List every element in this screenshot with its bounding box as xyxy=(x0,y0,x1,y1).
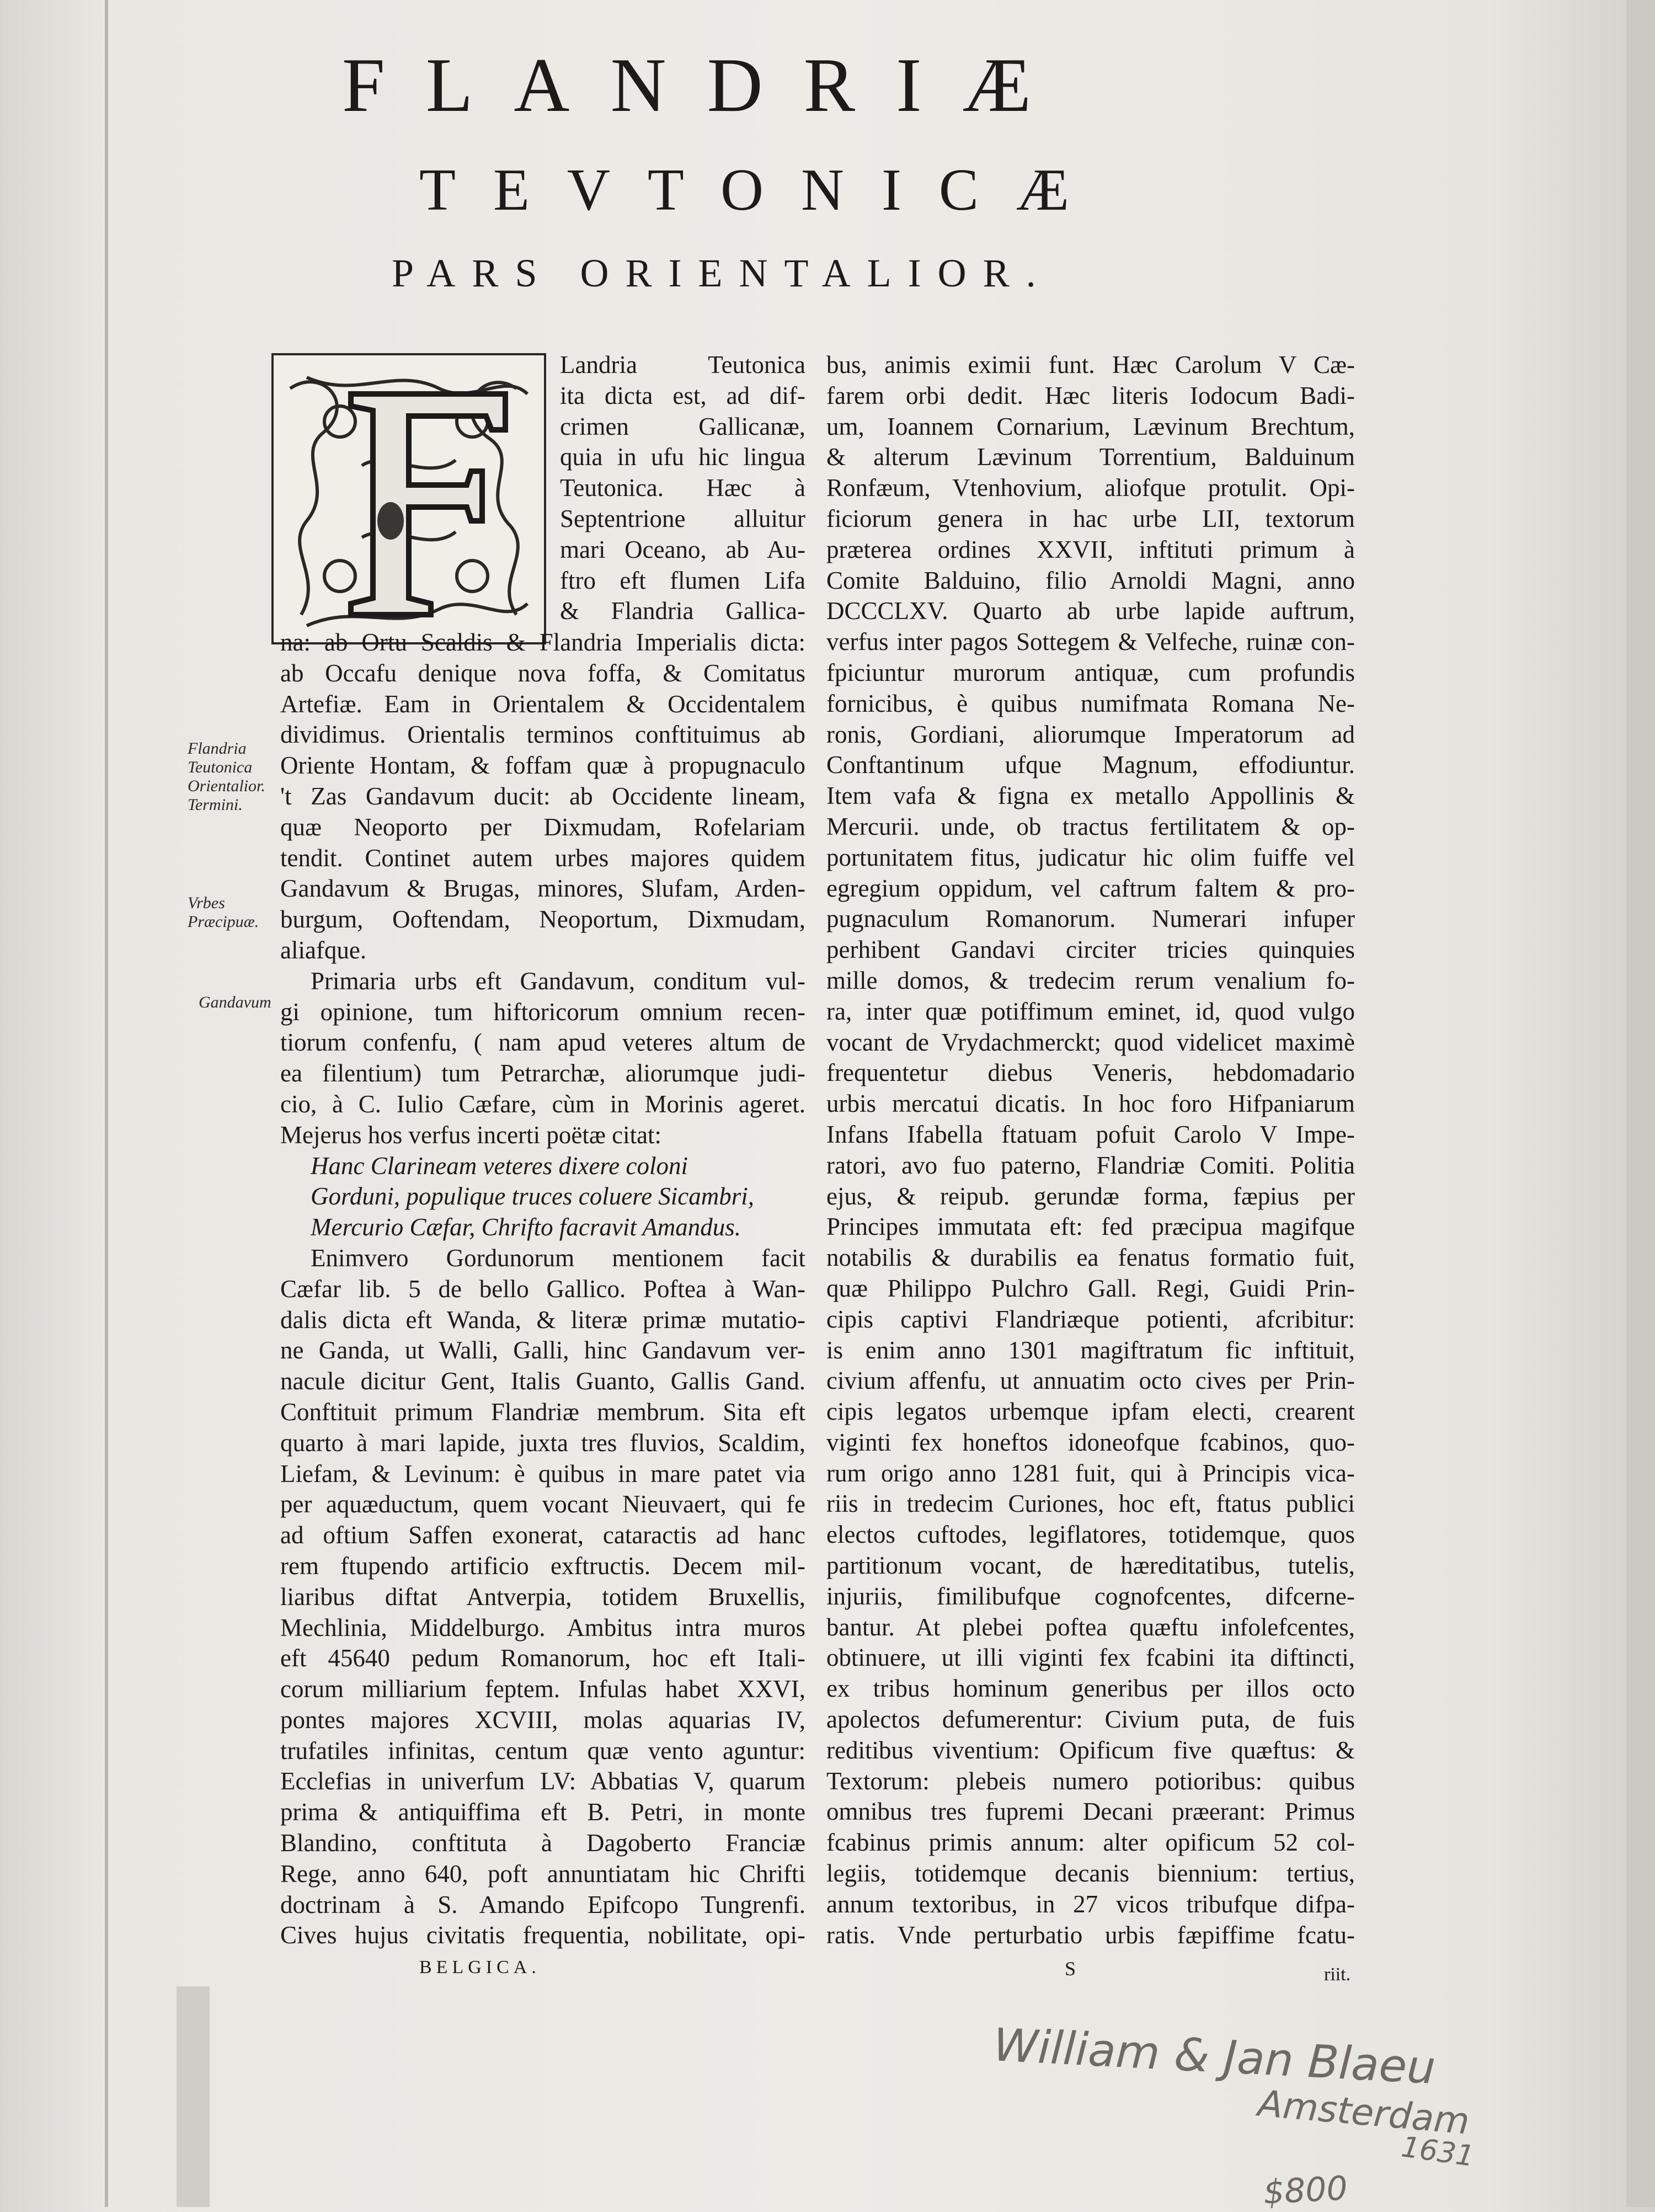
decorated-initial-f xyxy=(271,353,546,644)
text-line: bus, animis eximii funt. Hæc Carolum V Cæ- xyxy=(826,351,1355,379)
text-line: rem ftupendo artificio exftructis. Decem mil- xyxy=(280,1552,805,1580)
text-line: ne Ganda, ut Walli, Galli, hinc Gandavum ver- xyxy=(280,1336,805,1364)
margin-note-gandavum: Gandavum xyxy=(199,993,271,1011)
text-column-left-bottom xyxy=(280,627,805,1951)
text-line: ratori, avo fuo paterno, Flandriæ Comiti. Politia xyxy=(826,1151,1355,1179)
text-line: trufatiles infinitas, centum quæ vento aguntur: xyxy=(280,1736,805,1765)
text-line: prima & antiquiffima eft B. Petri, in monte xyxy=(280,1798,805,1826)
text-line: ea filentium) tum Petrarchæ, aliorumque judi- xyxy=(280,1059,805,1088)
catchword-riit: riit. xyxy=(1324,1964,1351,1985)
page-bottom-shadow xyxy=(177,1986,210,2207)
text-line: quarto à mari lapide, juxta tres fluvios, Scaldim, xyxy=(280,1429,805,1457)
text-line: Textorum: plebeis numero potioribus: quibus xyxy=(826,1767,1355,1795)
text-line: apolectos defumerentur: Civium puta, de fuis xyxy=(826,1705,1355,1734)
text-line: Conftituit primum Flandriæ membrum. Sita eft xyxy=(280,1398,805,1426)
text-line: Mechlinia, Middelburgo. Ambitus intra muros xyxy=(280,1613,805,1641)
text-line: obtinuere, ut illi viginti fex fcabini ita diftincti, xyxy=(826,1644,1355,1672)
text-line: tendit. Continet autem urbes majores quidem xyxy=(280,844,805,872)
text-line: annum textoribus, in 27 vicos tribufque difpa- xyxy=(826,1890,1355,1918)
text-line: fcabinus primis annum: alter opificum 52 col- xyxy=(826,1829,1355,1857)
catchword-belgica: BELGICA. xyxy=(419,1957,541,1978)
text-line: Cæfar lib. 5 de bello Gallico. Poftea à Wan- xyxy=(280,1275,805,1303)
text-line: Principes immutata eft: fed præcipua magifque xyxy=(826,1213,1355,1241)
text-line: Landria Teutonica xyxy=(560,351,805,379)
text-line: gi opinione, tum hiftoricorum omnium recen- xyxy=(280,998,805,1026)
text-column-left-top xyxy=(560,350,805,627)
margin-note-urbes: Vrbes Præcipuæ. xyxy=(188,894,259,931)
text-line: ftro eft flumen Lifa xyxy=(560,566,805,594)
text-line: Rege, anno 640, poft annuntiatam hic Chrifti xyxy=(280,1859,805,1888)
text-line: ad oftium Saffen exonerat, cataractis ad hanc xyxy=(280,1521,805,1549)
page-gutter-shadow xyxy=(105,0,108,2207)
text-line: verfus inter pagos Sottegem & Velfeche, ruinæ con- xyxy=(826,628,1355,656)
handwritten-year: 1631 xyxy=(1399,2130,1476,2173)
text-line: fpiciuntur murorum antiquæ, cum profundis xyxy=(826,658,1355,686)
text-line: corum milliarium feptem. Infulas habet XXVI, xyxy=(280,1675,805,1703)
text-line: frequentetur diebus Veneris, hebdomadario xyxy=(826,1059,1355,1087)
text-line: bantur. At plebei poftea quæftu infolefcentes, xyxy=(826,1613,1355,1641)
text-line: Mercurii. unde, ob tractus fertilitatem & op- xyxy=(826,812,1355,840)
text-line: egregium oppidum, vel caftrum faltem & pro- xyxy=(826,874,1355,902)
text-line: Infans Ifabella ftatuam pofuit Carolo V Impe- xyxy=(826,1120,1355,1148)
margin-note-termini: Flandria Teutonica Orientalior. Termini. xyxy=(188,739,265,814)
text-line: Comite Balduino, filio Arnoldi Magni, anno xyxy=(826,566,1355,594)
text-line: vocant de Vrydachmerckt; quod videlicet maximè xyxy=(826,1028,1355,1056)
text-line: cio, à C. Iulio Cæfare, cùm in Morinis ageret. xyxy=(280,1090,805,1118)
title-flandriae: FLANDRIÆ xyxy=(342,42,1072,128)
text-line: viginti fex honeftos idoneofque fcabinos, quo- xyxy=(826,1428,1355,1456)
text-line: is enim anno 1301 magiftratum fic inftituit, xyxy=(826,1336,1355,1364)
text-line: cipis captivi Flandriæque potienti, afcribitur: xyxy=(826,1305,1355,1333)
text-line: Ronfæum, Vtenhovium, aliofque protulit. Opi- xyxy=(826,474,1355,502)
text-line: pontes majores XCVIII, molas aquarias IV, xyxy=(280,1705,805,1734)
text-line: mille domos, & tredecim rerum venalium fo- xyxy=(826,966,1355,994)
text-line: fornicibus, è quibus numifmata Romana Ne- xyxy=(826,689,1355,717)
text-line: civium affenfu, ut annuatim octo cives per Prin- xyxy=(826,1367,1355,1395)
verse-line: Hanc Clarineam veteres dixere coloni xyxy=(311,1152,688,1180)
text-line: ra, inter quæ potiffimum eminet, id, quod vulgo xyxy=(826,997,1355,1025)
text-line: crimen Gallicanæ, xyxy=(560,412,805,440)
verse-line: Gorduni, populique truces coluere Sicambri, xyxy=(311,1182,755,1211)
text-line: Item vafa & figna ex metallo Appollinis & xyxy=(826,782,1355,810)
text-line: burgum, Ooftendam, Neoportum, Dixmudam, xyxy=(280,905,805,934)
handwritten-place: Amsterdam xyxy=(1256,2082,1471,2143)
text-line: dalis dicta eft Wanda, & literæ primæ mutatio- xyxy=(280,1305,805,1334)
text-line: & alterum Lævinum Torrentium, Balduinum xyxy=(826,443,1355,471)
text-line: Ecclefias in univerfum LV: Abbatias V, quarum xyxy=(280,1767,805,1795)
text-line: Conftantinum ufque Magnum, effodiuntur. xyxy=(826,751,1355,779)
text-line: um, Ioannem Cornarium, Lævinum Brechtum, xyxy=(826,412,1355,440)
text-line: Enimvero Gordunorum mentionem facit xyxy=(311,1244,805,1272)
text-line: dividimus. Orientalis terminos conftituimus ab xyxy=(280,721,805,749)
handwritten-publisher: William & Jan Blaeu xyxy=(992,2019,1437,2094)
text-line: Artefiæ. Eam in Orientalem & Occidentalem xyxy=(280,690,805,718)
text-line: farem orbi dedit. Hæc literis Iodocum Badi- xyxy=(826,381,1355,409)
text-line: Oriente Hontam, & foffam quæ à propugnaculo xyxy=(280,751,805,780)
text-line: Blandino, conftituta à Dagoberto Franciæ xyxy=(280,1829,805,1857)
text-line: portunitatem fitus, judicatur hic olim fuiffe vel xyxy=(826,843,1355,871)
text-line: nacule dicitur Gent, Italis Guanto, Gallis Gand. xyxy=(280,1367,805,1395)
text-line: ex tribus hominum generibus per illos octo xyxy=(826,1675,1355,1703)
text-line: Mejerus hos verfus incerti poëtæ citat: xyxy=(280,1121,662,1149)
text-line: ficiorum genera in hac urbe LII, textorum xyxy=(826,504,1355,532)
text-line: præterea ordines XXVII, inftituti primum à xyxy=(826,535,1355,563)
text-line: Cives hujus civitatis frequentia, nobilitate, opi- xyxy=(280,1921,805,1949)
text-line: tiorum confenfu, ( nam apud veteres altum de xyxy=(280,1028,805,1057)
title-teutonicae: TEVTONICÆ xyxy=(419,157,1107,223)
text-line: 't Zas Gandavum ducit: ab Occidente lineam, xyxy=(280,782,805,810)
text-line: reditibus viventium: Opificum five quæftus: & xyxy=(826,1736,1355,1764)
text-line: mari Oceano, ab Au- xyxy=(560,535,805,563)
text-line: urbis mercatui dicatis. In hoc foro Hifpaniarum xyxy=(826,1090,1355,1118)
text-line: omnibus tres fupremi Decani præerant: Primus xyxy=(826,1798,1355,1826)
text-line: na: ab Ortu Scaldis & Flandria Imperialis dicta: xyxy=(280,628,805,656)
text-line: quæ Neoporto per Dixmudam, Rofelariam xyxy=(280,813,805,841)
text-line: ab Occafu denique nova foffa, & Comitatus xyxy=(280,659,805,687)
text-line: DCCCLXV. Quarto ab urbe lapide auftrum, xyxy=(826,597,1355,625)
text-line: aliafque. xyxy=(280,936,367,964)
text-line: eft 45640 pedum Romanorum, hoc eft Itali- xyxy=(280,1644,805,1672)
text-line: cipis legatos urbemque ipfam electi, crearent xyxy=(826,1398,1355,1426)
text-line: doctrinam à S. Amando Epifcopo Tungrenfi. xyxy=(280,1890,805,1918)
text-line: ita dicta est, ad dif- xyxy=(560,381,805,409)
text-line: Primaria urbs eft Gandavum, conditum vul- xyxy=(311,967,805,995)
text-column-right xyxy=(826,350,1355,1950)
text-line: liaribus diftat Antverpia, totidem Bruxellis, xyxy=(280,1582,805,1611)
text-line: quia in ufu hic lingua xyxy=(560,443,805,471)
text-line: Gandavum & Brugas, minores, Slufam, Arden- xyxy=(280,875,805,903)
page-right-edge xyxy=(1626,0,1655,2207)
text-line: ejus, & reipub. gerundæ forma, fæpius per xyxy=(826,1182,1355,1210)
title-pars-orientalior: PARS ORIENTALIOR. xyxy=(392,251,1053,295)
text-line: & Flandria Gallica- xyxy=(560,597,805,625)
text-line: rum origo anno 1281 fuit, qui à Principis vica- xyxy=(826,1459,1355,1487)
signature-mark: S xyxy=(1065,1958,1076,1980)
text-line: partitionum vocant, de hæreditatibus, tutelis, xyxy=(826,1552,1355,1580)
text-line: Teutonica. Hæc à xyxy=(560,474,805,502)
text-line: ratis. Vnde perturbatio urbis fæpiffime fcatu- xyxy=(826,1921,1355,1949)
text-line: quæ Philippo Pulchro Gall. Regi, Guidi Prin- xyxy=(826,1274,1355,1302)
text-line: ronis, Gordiani, aliorumque Imperatorum ad xyxy=(826,720,1355,748)
text-line: per aquæductum, quem vocant Nieuvaert, qui fe xyxy=(280,1490,805,1518)
text-line: electos cuftodes, legiflatores, totidemque, quos xyxy=(826,1521,1355,1549)
verse-line: Mercurio Cæfar, Chrifto facravit Amandus. xyxy=(311,1213,741,1241)
handwritten-price: $800 xyxy=(1262,2169,1349,2212)
text-line: Septentrione alluitur xyxy=(560,504,805,532)
text-line: Liefam, & Levinum: è quibus in mare patet via xyxy=(280,1459,805,1488)
text-line: legiis, totidemque decanis biennium: tertius, xyxy=(826,1859,1355,1888)
text-line: riis in tredecim Curiones, hoc eft, ftatus publici xyxy=(826,1490,1355,1518)
text-line: injuriis, fimilibufque cognofcentes, difcerne- xyxy=(826,1582,1355,1610)
ornament-initial-icon xyxy=(274,355,544,642)
text-line: pugnaculum Romanorum. Numerari infuper xyxy=(826,905,1355,933)
text-line: notabilis & durabilis ea fenatus formatio fuit, xyxy=(826,1244,1355,1272)
text-line: perhibent Gandavi circiter tricies quinquies xyxy=(826,936,1355,964)
